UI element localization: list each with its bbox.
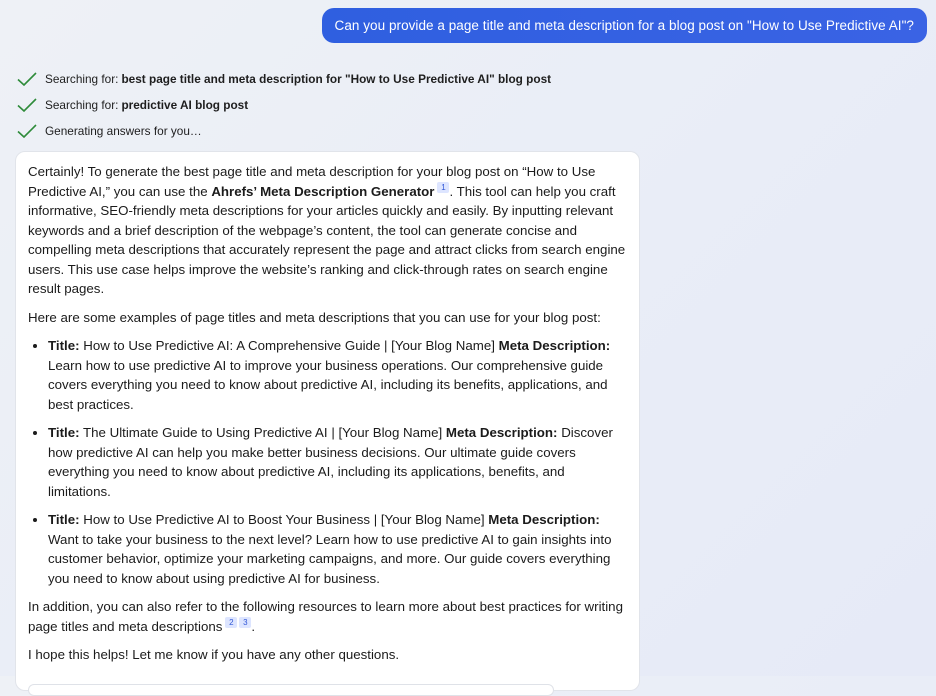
answer-paragraph: Here are some examples of page titles and meta descriptions that you can use for your blog post:: [28, 309, 601, 325]
citation-3[interactable]: 3: [239, 617, 251, 628]
status-query: predictive AI blog post: [121, 98, 249, 112]
example-title: The Ultimate Guide to Using Predictive AI | [Your Blog Name]: [83, 425, 443, 440]
meta-label: Meta Description:: [488, 512, 600, 527]
example-title: How to Use Predictive AI: A Comprehensive Guide | [Your Blog Name]: [83, 338, 495, 353]
example-list: [28, 336, 627, 588]
search-status-list: [16, 66, 551, 144]
title-label: Title:: [48, 338, 80, 353]
example-meta: Discover how predictive AI can help you make better business decisions. Our ultimate guide covers everything you need to know about predictive AI, including its applications, benefits, and limitations.: [48, 425, 613, 499]
list-item: [48, 336, 627, 414]
status-query: best page title and meta description for "How to Use Predictive AI" blog post: [121, 72, 552, 86]
answer-text: Certainly! To generate the best page title and meta description for your blog post on “How to Use Predictive AI,” you can use the: [28, 164, 596, 199]
status-prefix: Searching for:: [45, 72, 119, 86]
example-title: How to Use Predictive AI to Boost Your Business | [Your Blog Name]: [83, 512, 485, 527]
tool-name: Ahrefs’ Meta Description Generator: [211, 183, 435, 199]
answer-text: .: [251, 618, 256, 634]
answer-text: . This tool can help you craft informative, SEO-friendly meta descriptions for your articles quickly and easily. By inputting relevant keywords and a brief description of the webpage’s content, the tool can generate concise and compelling meta descriptions that accurately represent the page and attract clicks from search engine users. This use case helps improve the website’s ranking and click-through rates on search engine result pages.: [28, 183, 626, 296]
status-row: [16, 92, 551, 118]
status-prefix: Searching for:: [45, 98, 119, 112]
answer-paragraph: [28, 597, 627, 636]
citation-1[interactable]: 1: [437, 182, 449, 193]
user-message-bubble: Can you provide a page title and meta description for a blog post on "How to Use Predictive AI"?: [322, 8, 927, 43]
status-generating: Generating answers for you…: [45, 124, 202, 138]
answer-paragraph: [28, 162, 627, 299]
citation-2[interactable]: 2: [225, 617, 237, 628]
check-icon: [16, 97, 38, 113]
check-icon: [16, 71, 38, 87]
answer-paragraph: I hope this helps! Let me know if you have any other questions.: [28, 647, 400, 662]
list-item: [48, 423, 627, 501]
meta-label: Meta Description:: [445, 425, 558, 440]
status-row: [16, 66, 551, 92]
example-meta: Learn how to use predictive AI to improve your business operations. Our comprehensive guide covers everything you need to know about predictive AI, including its benefits, applications, and best practices.: [48, 357, 608, 412]
meta-label: Meta Description:: [498, 338, 611, 353]
answer-text: In addition, you can also refer to the following resources to learn more about best practices for writing page titles and meta descriptions: [28, 599, 623, 634]
example-meta: Want to take your business to the next level? Learn how to use predictive AI to gain insights into customer behavior, optimize your marketing campaigns, and more. Our guide covers everything you need to know about using predictive AI for business.: [48, 531, 612, 586]
title-label: Title:: [48, 512, 80, 527]
list-item: [48, 510, 627, 588]
check-icon: [16, 123, 38, 139]
title-label: Title:: [48, 425, 80, 440]
status-row: [16, 118, 551, 144]
learn-more-bar: [28, 684, 554, 696]
answer-card: [15, 151, 640, 691]
